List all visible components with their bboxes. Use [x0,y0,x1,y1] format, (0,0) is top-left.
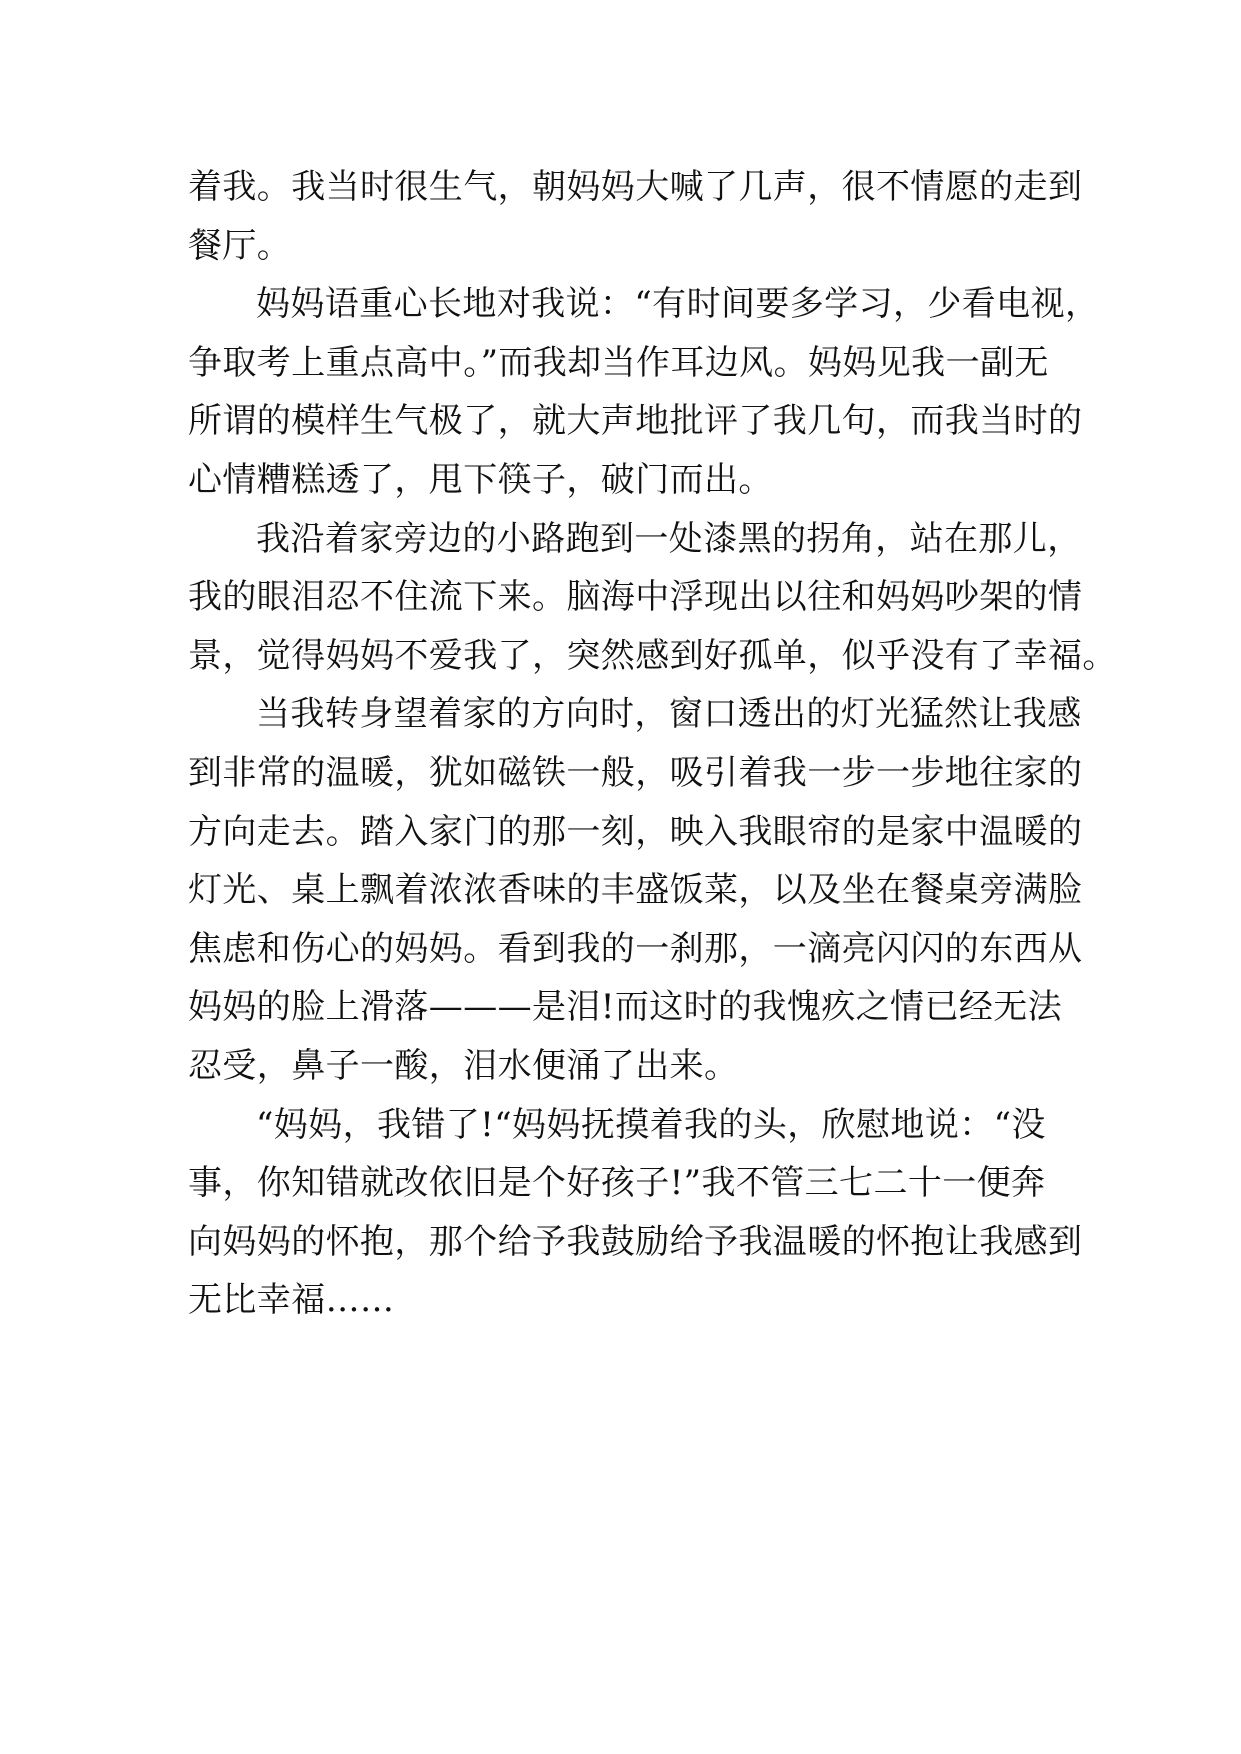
paragraph-5 [188,1096,1083,1330]
text-line: 事，你知错就改依旧是个好孩子!”我不管三七二十一便奔 [188,1163,1046,1204]
text-line: 争取考上重点高中。”而我却当作耳边风。妈妈见我一副无 [188,342,1049,383]
text-line: 餐厅。 [188,225,292,266]
text-line: 心情糟糕透了，甩下筷子，破门而出。 [188,459,773,500]
text-line: 着我。我当时很生气，朝妈妈大喊了几声，很不情愿的走到 [188,167,1083,207]
text-line: 灯光、桌上飘着浓浓香味的丰盛饭菜，以及坐在餐桌旁满脸 [188,870,1083,911]
text-line: 忍受，鼻子一酸，泪水便涌了出来。 [188,1045,739,1086]
paragraph-2 [188,275,1100,509]
text-line: 所谓的模样生气极了，就大声地批评了我几句，而我当时的 [188,401,1083,442]
text-line: 方向走去。踏入家门的那一刻，映入我眼帘的是家中温暖的 [188,811,1083,852]
essay-body [188,158,1117,1330]
text-line: “妈妈，我错了!“妈妈抚摸着我的头，欣慰地说：“没 [256,1104,1046,1145]
text-line: 焦虑和伤心的妈妈。看到我的一刹那，一滴亮闪闪的东西从 [188,928,1083,969]
text-line: 景，觉得妈妈不爱我了，突然感到好孤单，似乎没有了幸福。 [188,635,1117,676]
text-line: 当我转身望着家的方向时，窗口透出的灯光猛然让我感 [256,694,1082,735]
text-line: 我沿着家旁边的小路跑到一处漆黑的拐角，站在那儿， [256,518,1082,559]
paragraph-1 [188,158,1083,275]
text-line: 妈妈的脸上滑落———是泪!而这时的我愧疚之情已经无法 [188,987,1063,1028]
text-line: 向妈妈的怀抱，那个给予我鼓励给予我温暖的怀抱让我感到 [188,1221,1083,1262]
paragraph-4 [188,685,1083,1095]
text-line: 妈妈语重心长地对我说：“有时间要多学习，少看电视， [256,284,1100,325]
paragraph-3 [188,510,1117,686]
text-line: 无比幸福…… [188,1280,395,1321]
text-line: 到非常的温暖，犹如磁铁一般，吸引着我一步一步地往家的 [188,752,1083,793]
text-line: 我的眼泪忍不住流下来。脑海中浮现出以往和妈妈吵架的情 [188,577,1083,618]
